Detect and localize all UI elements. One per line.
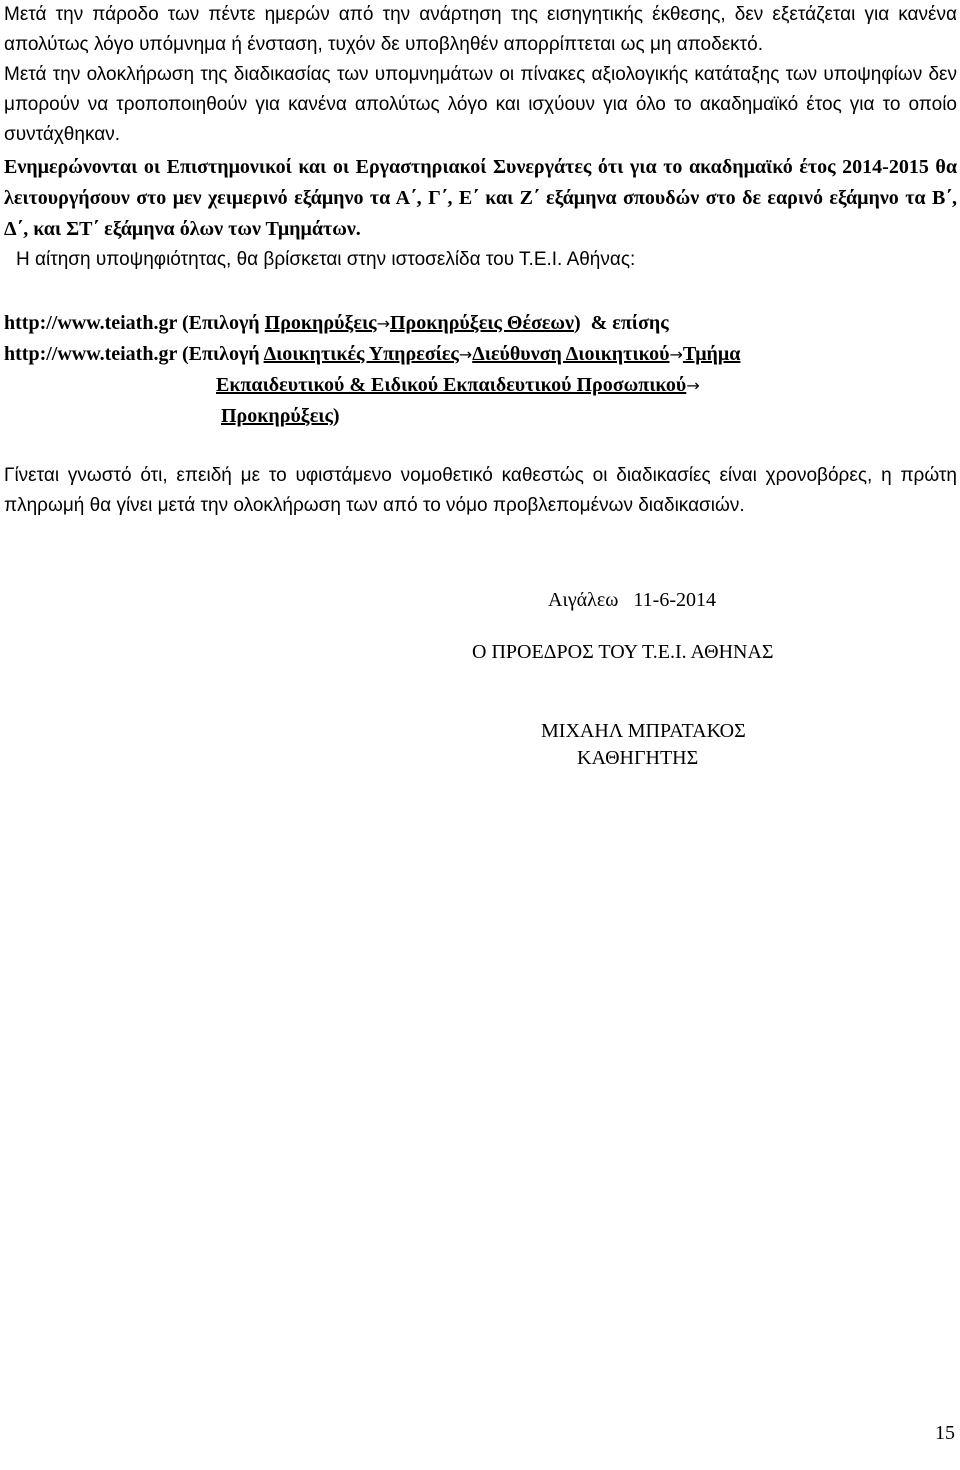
link-line-3 xyxy=(216,370,700,401)
link-line-2 xyxy=(4,339,740,370)
notice-rankings-paragraph: Μετά την ολοκλήρωση της διαδικασίας των υπομνημάτων οι πίνακες αξιολογικής κατάταξης των υποψηφίων δεν μπορούν να τροποποιηθούν για κανένα απολύτως λόγο και ισχύουν για όλο το ακαδημαϊκό έτος για το οποίο συντάχθηκαν. xyxy=(4,64,957,145)
teiath-url-link-1[interactable]: http://www.teiath.gr xyxy=(4,312,177,334)
arrow-right-icon: → xyxy=(376,314,390,333)
link-close-2: ) xyxy=(332,405,340,427)
link-part-department[interactable]: Τμήμα xyxy=(682,343,741,365)
arrow-right-icon: → xyxy=(458,345,473,364)
link-part-announcements[interactable]: Προκηρύξεις xyxy=(264,312,377,334)
signature-name: ΜΙΧΑΗΛ ΜΠΡΑΤΑΚΟΣ xyxy=(541,720,746,742)
arrow-right-icon: → xyxy=(686,376,700,395)
page-number: 15 xyxy=(935,1422,955,1444)
application-location-text: Η αίτηση υποψηφιότητας, θα βρίσκεται στην ιστοσελίδα του Τ.Ε.Ι. Αθήνας: xyxy=(16,249,636,270)
teiath-url-link-2[interactable]: http://www.teiath.gr xyxy=(4,343,177,365)
link-tail-also: & επίσης xyxy=(580,312,669,334)
link-open-1: (Επιλογή xyxy=(176,312,265,334)
payment-notice-paragraph: Γίνεται γνωστό ότι, επειδή με το υφιστάμενο νομοθετικό καθεστώς οι διαδικασίες είναι χρονοβόρες, η πρώτη πληρωμή θα γίνει μετά την ολοκλήρωση των από το νόμο προβλεπομένων διαδικασιών. xyxy=(4,465,957,516)
link-part-announcements-final[interactable]: Προκηρύξεις xyxy=(221,405,333,427)
notice-semesters-paragraph: Ενημερώνονται οι Επιστημονικοί και οι Εργαστηριακοί Συνεργάτες ότι για το ακαδημαϊκό έτος 2014-2015 θα λειτουργήσουν στο μεν χειμερινό εξάμηνο τα Α΄, Γ΄, Ε΄ και Ζ΄ εξάμηνα σπουδών στο δε εαρινό εξάμηνο τα Β΄, Δ΄, και ΣΤ΄ εξάμηνα όλων των Τμημάτων. xyxy=(4,156,957,240)
notice-objections-paragraph: Μετά την πάροδο των πέντε ημερών από την ανάρτηση της εισηγητικής έκθεσης, δεν εξετάζεται για κανένα απολύτως λόγο υπόμνημα ή ένσταση, τυχόν δε υποβληθέν απορρίπτεται ως μη αποδεκτό. xyxy=(4,4,957,55)
link-close-1: ) xyxy=(573,312,581,334)
signature-date: 11-6-2014 xyxy=(633,589,716,611)
signature-place-date xyxy=(548,585,716,615)
link-part-administrative-services[interactable]: Διοικητικές Υπηρεσίες xyxy=(263,343,459,365)
arrow-right-icon: → xyxy=(669,345,683,364)
link-part-position-announcements[interactable]: Προκηρύξεις Θέσεων xyxy=(389,312,574,334)
signature-place: Αιγάλεω xyxy=(548,589,619,611)
signature-title: ΚΑΘΗΓΗΤΗΣ xyxy=(577,747,699,769)
signature-role: Ο ΠΡΟΕΔΡΟΣ ΤΟΥ Τ.Ε.Ι. ΑΘΗΝΑΣ xyxy=(472,641,774,663)
link-part-teaching-staff[interactable]: Εκπαιδευτικού & Ειδικού Εκπαιδευτικού Προσωπικού xyxy=(216,374,687,396)
link-open-2: (Επιλογή xyxy=(176,343,264,365)
link-line-1 xyxy=(4,308,669,339)
link-line-4 xyxy=(221,401,340,431)
link-part-administrative-directorate[interactable]: Διεύθυνση Διοικητικού xyxy=(472,343,670,365)
